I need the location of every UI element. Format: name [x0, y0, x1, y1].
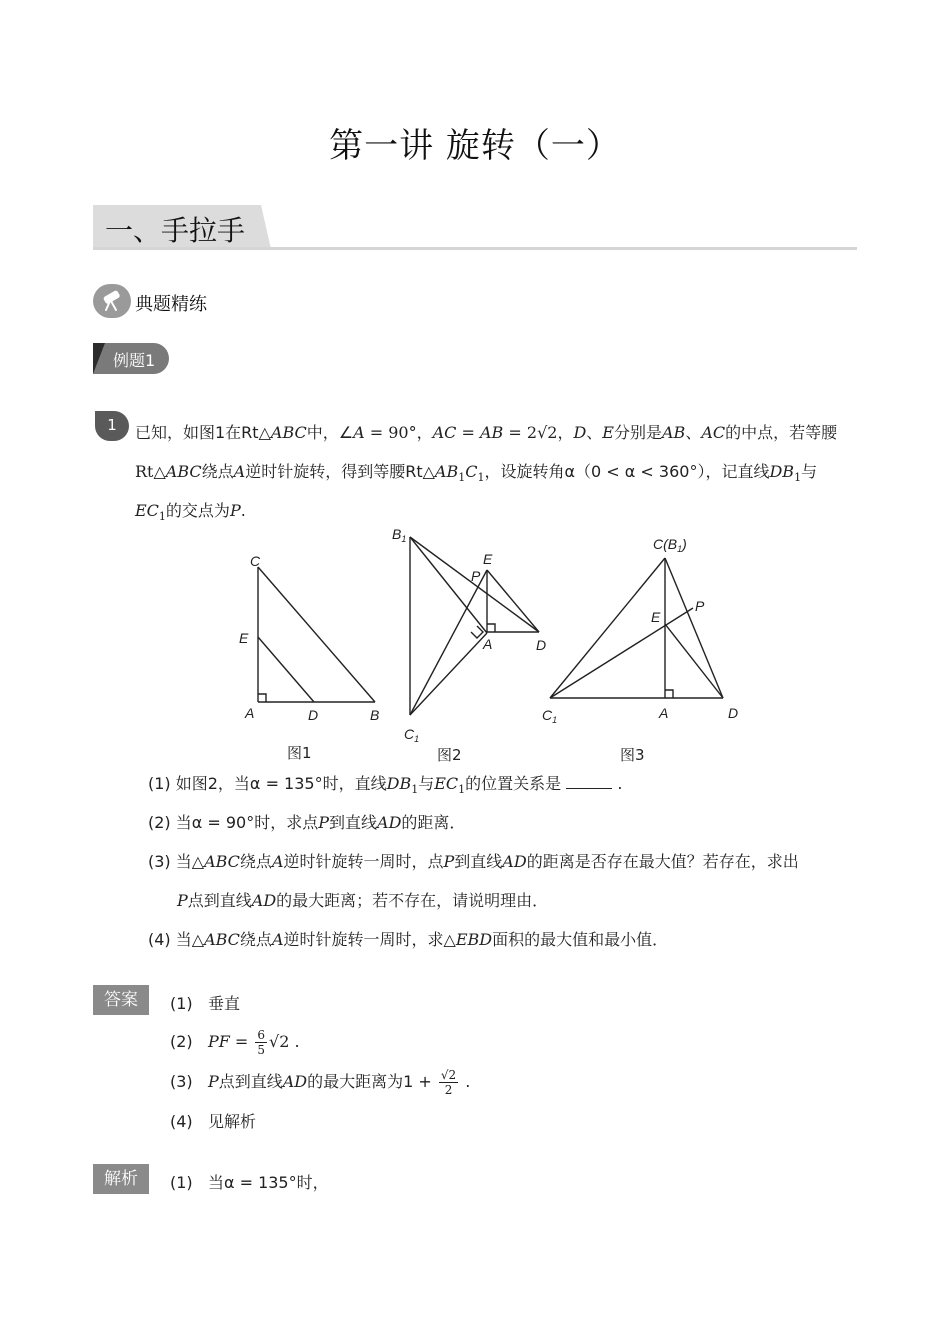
fig2-label-p: P: [471, 568, 481, 584]
telescope-icon: [93, 284, 131, 318]
fig3-label-a: A: [659, 705, 669, 721]
fig2-label-d: D: [536, 637, 547, 653]
fig3-line-c1p: [550, 608, 693, 698]
fig2-line-c1e: [410, 570, 487, 715]
fig1-label-a: A: [245, 705, 255, 721]
problem-line-2: Rt△ABC绕点A逆时针旋转，得到等腰$Rt\triangle AB_1C_1$，设旋转角α（0 < α < 360°），记直线$DB_1$与: [135, 462, 818, 485]
fig1-label-e: E: [239, 630, 249, 646]
analysis-tag: 解析: [93, 1164, 149, 1194]
fig2-right-angle-a: [487, 624, 495, 632]
analysis-1: (1) 当α = 135°时，: [170, 1173, 329, 1192]
section-header: [93, 205, 857, 249]
example-tag: [93, 343, 169, 374]
section-title: 一、手拉手: [105, 214, 246, 247]
fig3-label-cb1: $C(B_1)$: [653, 536, 687, 554]
fig1-right-angle: [258, 694, 266, 702]
fig3-label-p: P: [695, 598, 705, 614]
problem-line-1: 已知，如图1在Rt△ABC中，∠A = 90°，AC = AB = 2√2，D、E分别是AB、AC的中点，若等腰: [135, 423, 838, 442]
fig2-label-e: E: [483, 551, 493, 567]
subsection-title: 典题精练: [135, 294, 207, 315]
question-3-cont: P点到直线AD的最大距离；若不存在，请说明理由．: [177, 891, 549, 910]
fig3-label-c1: $C_1$: [542, 707, 558, 725]
fig2-label-c1: $C_1$: [404, 726, 420, 744]
fig2-label-b1: $B_1$: [392, 526, 407, 544]
answer-3: (3) P点到直线AD的最大距离为1 + $\frac{√2}{2}$ .: [170, 1068, 471, 1097]
question-3: (3) 当△ABC绕点A逆时针旋转一周时，点P到直线AD的距离是否存在最大值？若存在，求出: [148, 852, 799, 871]
fig1-side-cb: [258, 567, 375, 702]
fig3-label-d: D: [728, 705, 739, 721]
fig1-label-c: C: [250, 553, 261, 569]
fig1-label-b: B: [370, 707, 380, 723]
fig1-caption: 图1: [287, 744, 312, 762]
fig2-right-angle-p: [471, 626, 483, 638]
fig1-label-d: D: [308, 707, 319, 723]
fig2-label-a: A: [483, 636, 493, 652]
page-title: 第一讲 旋转（一）: [329, 126, 621, 166]
problem-line-3: $EC_1$的交点为P.: [135, 501, 246, 524]
question-1: (1) 如图2，当α = 135°时，直线$DB_1$与$EC_1$的位置关系是 .: [148, 774, 623, 797]
fig1-segment-ed: [258, 637, 314, 702]
fig3-label-e: E: [651, 609, 661, 625]
fig2-caption: 图2: [437, 746, 462, 764]
example-tag-label: 例题1: [113, 351, 156, 370]
answer-blank: [566, 774, 612, 789]
fig3-right-angle: [665, 690, 673, 698]
fig2-side-c1a: [410, 633, 487, 715]
question-4: (4) 当△ABC绕点A逆时针旋转一周时，求△EBD面积的最大值和最小值．: [148, 930, 669, 949]
question-2: (2) 当α = 90°时，求点P到直线AD的距离．: [148, 813, 466, 832]
problem-number-badge: 1: [95, 411, 129, 441]
fig3-caption: 图3: [620, 746, 645, 764]
fig3-side-c1c: [550, 558, 665, 698]
figures-diagram: [225, 522, 755, 770]
answer-4: (4) 见解析: [170, 1112, 256, 1131]
answer-1: (1) 垂直: [170, 994, 240, 1013]
fig3-line-ed: [665, 624, 723, 698]
answer-tag: 答案: [93, 985, 149, 1015]
fig3-side-cd: [665, 558, 723, 698]
answer-2: (2) PF = $\frac{6}{5}$ √2 .: [170, 1028, 300, 1057]
fig2-side-ed: [487, 570, 539, 632]
